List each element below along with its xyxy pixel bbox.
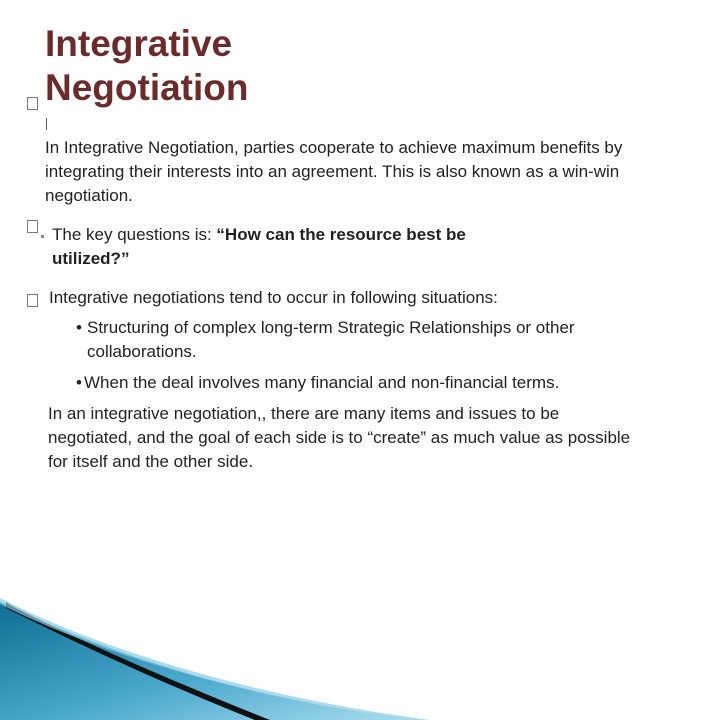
slide-title xyxy=(45,22,248,110)
key-question-bold: “How can the resource best be utilized?” xyxy=(52,225,466,268)
bullet-box-icon xyxy=(27,220,38,233)
title-line-1: Integrative xyxy=(45,23,233,64)
sub-bullet-marker: • xyxy=(76,318,82,337)
situations-heading: Integrative negotiations tend to occur in following situations: xyxy=(49,288,498,307)
key-question xyxy=(52,223,532,271)
cursor-tick-icon xyxy=(46,118,47,130)
bullet-box-icon xyxy=(27,97,38,110)
sub-bullet-marker: • xyxy=(76,373,82,392)
bullet-box-icon xyxy=(27,294,38,307)
sub-bullet-text: When the deal involves many financial and non-financial terms. xyxy=(84,373,560,392)
bullet-dot-icon xyxy=(41,235,44,238)
key-question-prefix: The key questions is: xyxy=(52,225,217,244)
closing-paragraph: In an integrative negotiation,, there are many items and issues to be negotiated, and the goal of each side is to “create” as much value as possible for itself and the other side. xyxy=(48,404,631,471)
decorative-wave xyxy=(0,560,720,720)
title-line-2: Negotiation xyxy=(45,67,249,108)
intro-paragraph: In Integrative Negotiation, parties cooperate to achieve maximum benefits by integrating their interests into an agreement. This is also known as a win-win negotiation. xyxy=(45,138,623,205)
wave-fill xyxy=(0,602,420,720)
sub-bullet-text: Structuring of complex long-term Strategic Relationships or other collaborations. xyxy=(87,318,575,361)
